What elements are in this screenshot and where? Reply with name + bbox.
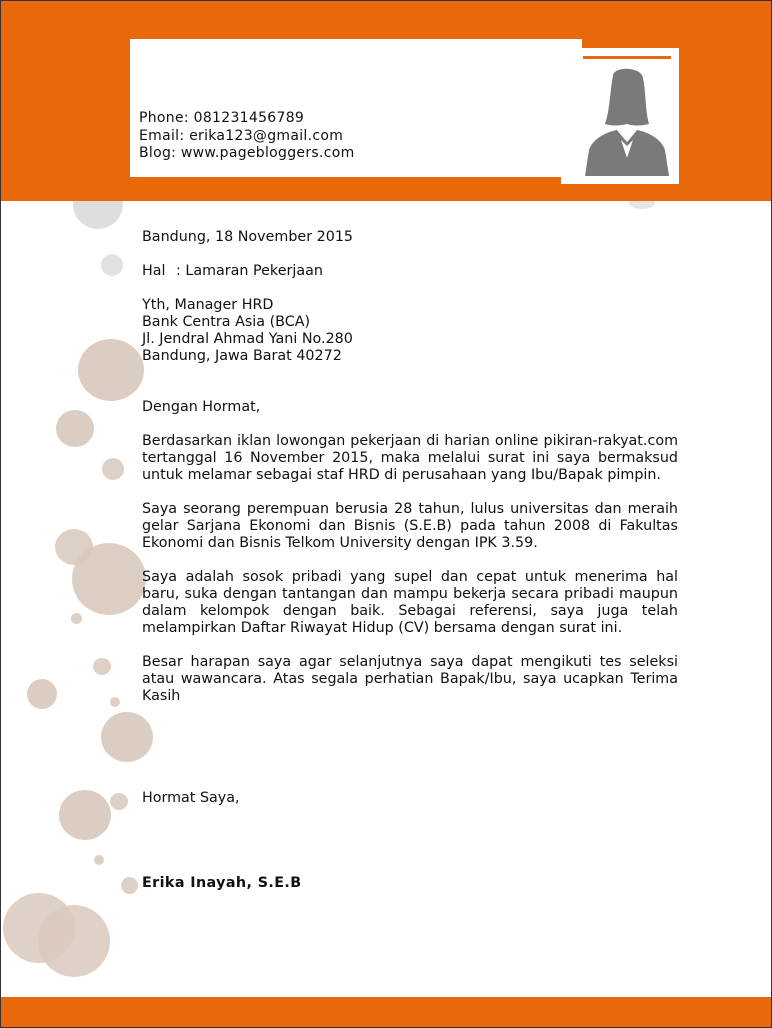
photo-accent-line bbox=[583, 56, 671, 59]
letter-closing: Hormat Saya, bbox=[142, 790, 240, 806]
phone-text: Phone: 081231456789 bbox=[139, 110, 305, 126]
letter-body bbox=[142, 229, 678, 892]
bubble bbox=[72, 543, 146, 615]
letter-subject bbox=[142, 263, 678, 280]
subject-label: Hal bbox=[142, 263, 166, 279]
bubble bbox=[59, 790, 111, 840]
recipient-block bbox=[142, 297, 678, 365]
letter-date: Bandung, 18 November 2015 bbox=[142, 229, 354, 245]
profile-silhouette-icon bbox=[583, 62, 671, 176]
email-text: Email: erika123@gmail.com bbox=[139, 128, 344, 144]
bubble bbox=[110, 793, 128, 810]
letter-paragraph: Saya seorang perempuan berusia 28 tahun, lulus universitas dan meraih gelar Sarjana Ekonomi dan Bisnis (S.E.B) pada tahun 2008 di Fakultas Ekonomi dan Bisnis Telkom University dengan IPK 3.59. bbox=[142, 501, 678, 551]
letter-signature: Erika Inayah, S.E.B bbox=[142, 875, 302, 891]
bubble bbox=[78, 339, 144, 401]
bubble bbox=[94, 855, 104, 865]
recipient-line: Yth, Manager HRD bbox=[142, 297, 274, 313]
subject-value: : Lamaran Pekerjaan bbox=[176, 263, 323, 279]
contact-box bbox=[130, 39, 582, 177]
letter-greeting: Dengan Hormat, bbox=[142, 399, 261, 415]
letter-paragraph: Besar harapan saya agar selanjutnya saya dapat mengikuti tes seleksi atau wawancara. Atas segala perhatian Bapak/Ibu, saya ucapkan Terima Kasih bbox=[142, 654, 678, 704]
letter-paragraph: Saya adalah sosok pribadi yang supel dan cepat untuk menerima hal baru, suka dengan tantangan dan mampu bekerja secara pribadi maupun dalam kelompok dengan baik. Sebagai referensi, saya juga telah melampirkan Daftar Riwayat Hidup (CV) bersama dengan surat ini. bbox=[142, 569, 678, 636]
bubble bbox=[101, 254, 123, 276]
bubble bbox=[71, 613, 82, 624]
photo-frame bbox=[561, 48, 679, 184]
letter-paragraph: Berdasarkan iklan lowongan pekerjaan di harian online pikiran-rakyat.com tertanggal 16 November 2015, maka melalui surat ini saya bermaksud untuk melamar sebagai staf HRD di perusahaan yang Ibu/Bapak pimpin. bbox=[142, 433, 678, 483]
recipient-line: Bank Centra Asia (BCA) bbox=[142, 314, 311, 330]
bubble bbox=[27, 679, 57, 709]
bubble bbox=[56, 410, 94, 447]
bubble bbox=[110, 697, 120, 707]
recipient-line: Bandung, Jawa Barat 40272 bbox=[142, 348, 342, 364]
blog-text: Blog: www.pagebloggers.com bbox=[139, 145, 355, 161]
footer-band bbox=[1, 997, 771, 1027]
bubble bbox=[102, 458, 124, 480]
bubble bbox=[121, 877, 138, 894]
recipient-line: Jl. Jendral Ahmad Yani No.280 bbox=[142, 331, 353, 347]
bubble bbox=[93, 658, 111, 675]
bubble bbox=[38, 905, 110, 977]
